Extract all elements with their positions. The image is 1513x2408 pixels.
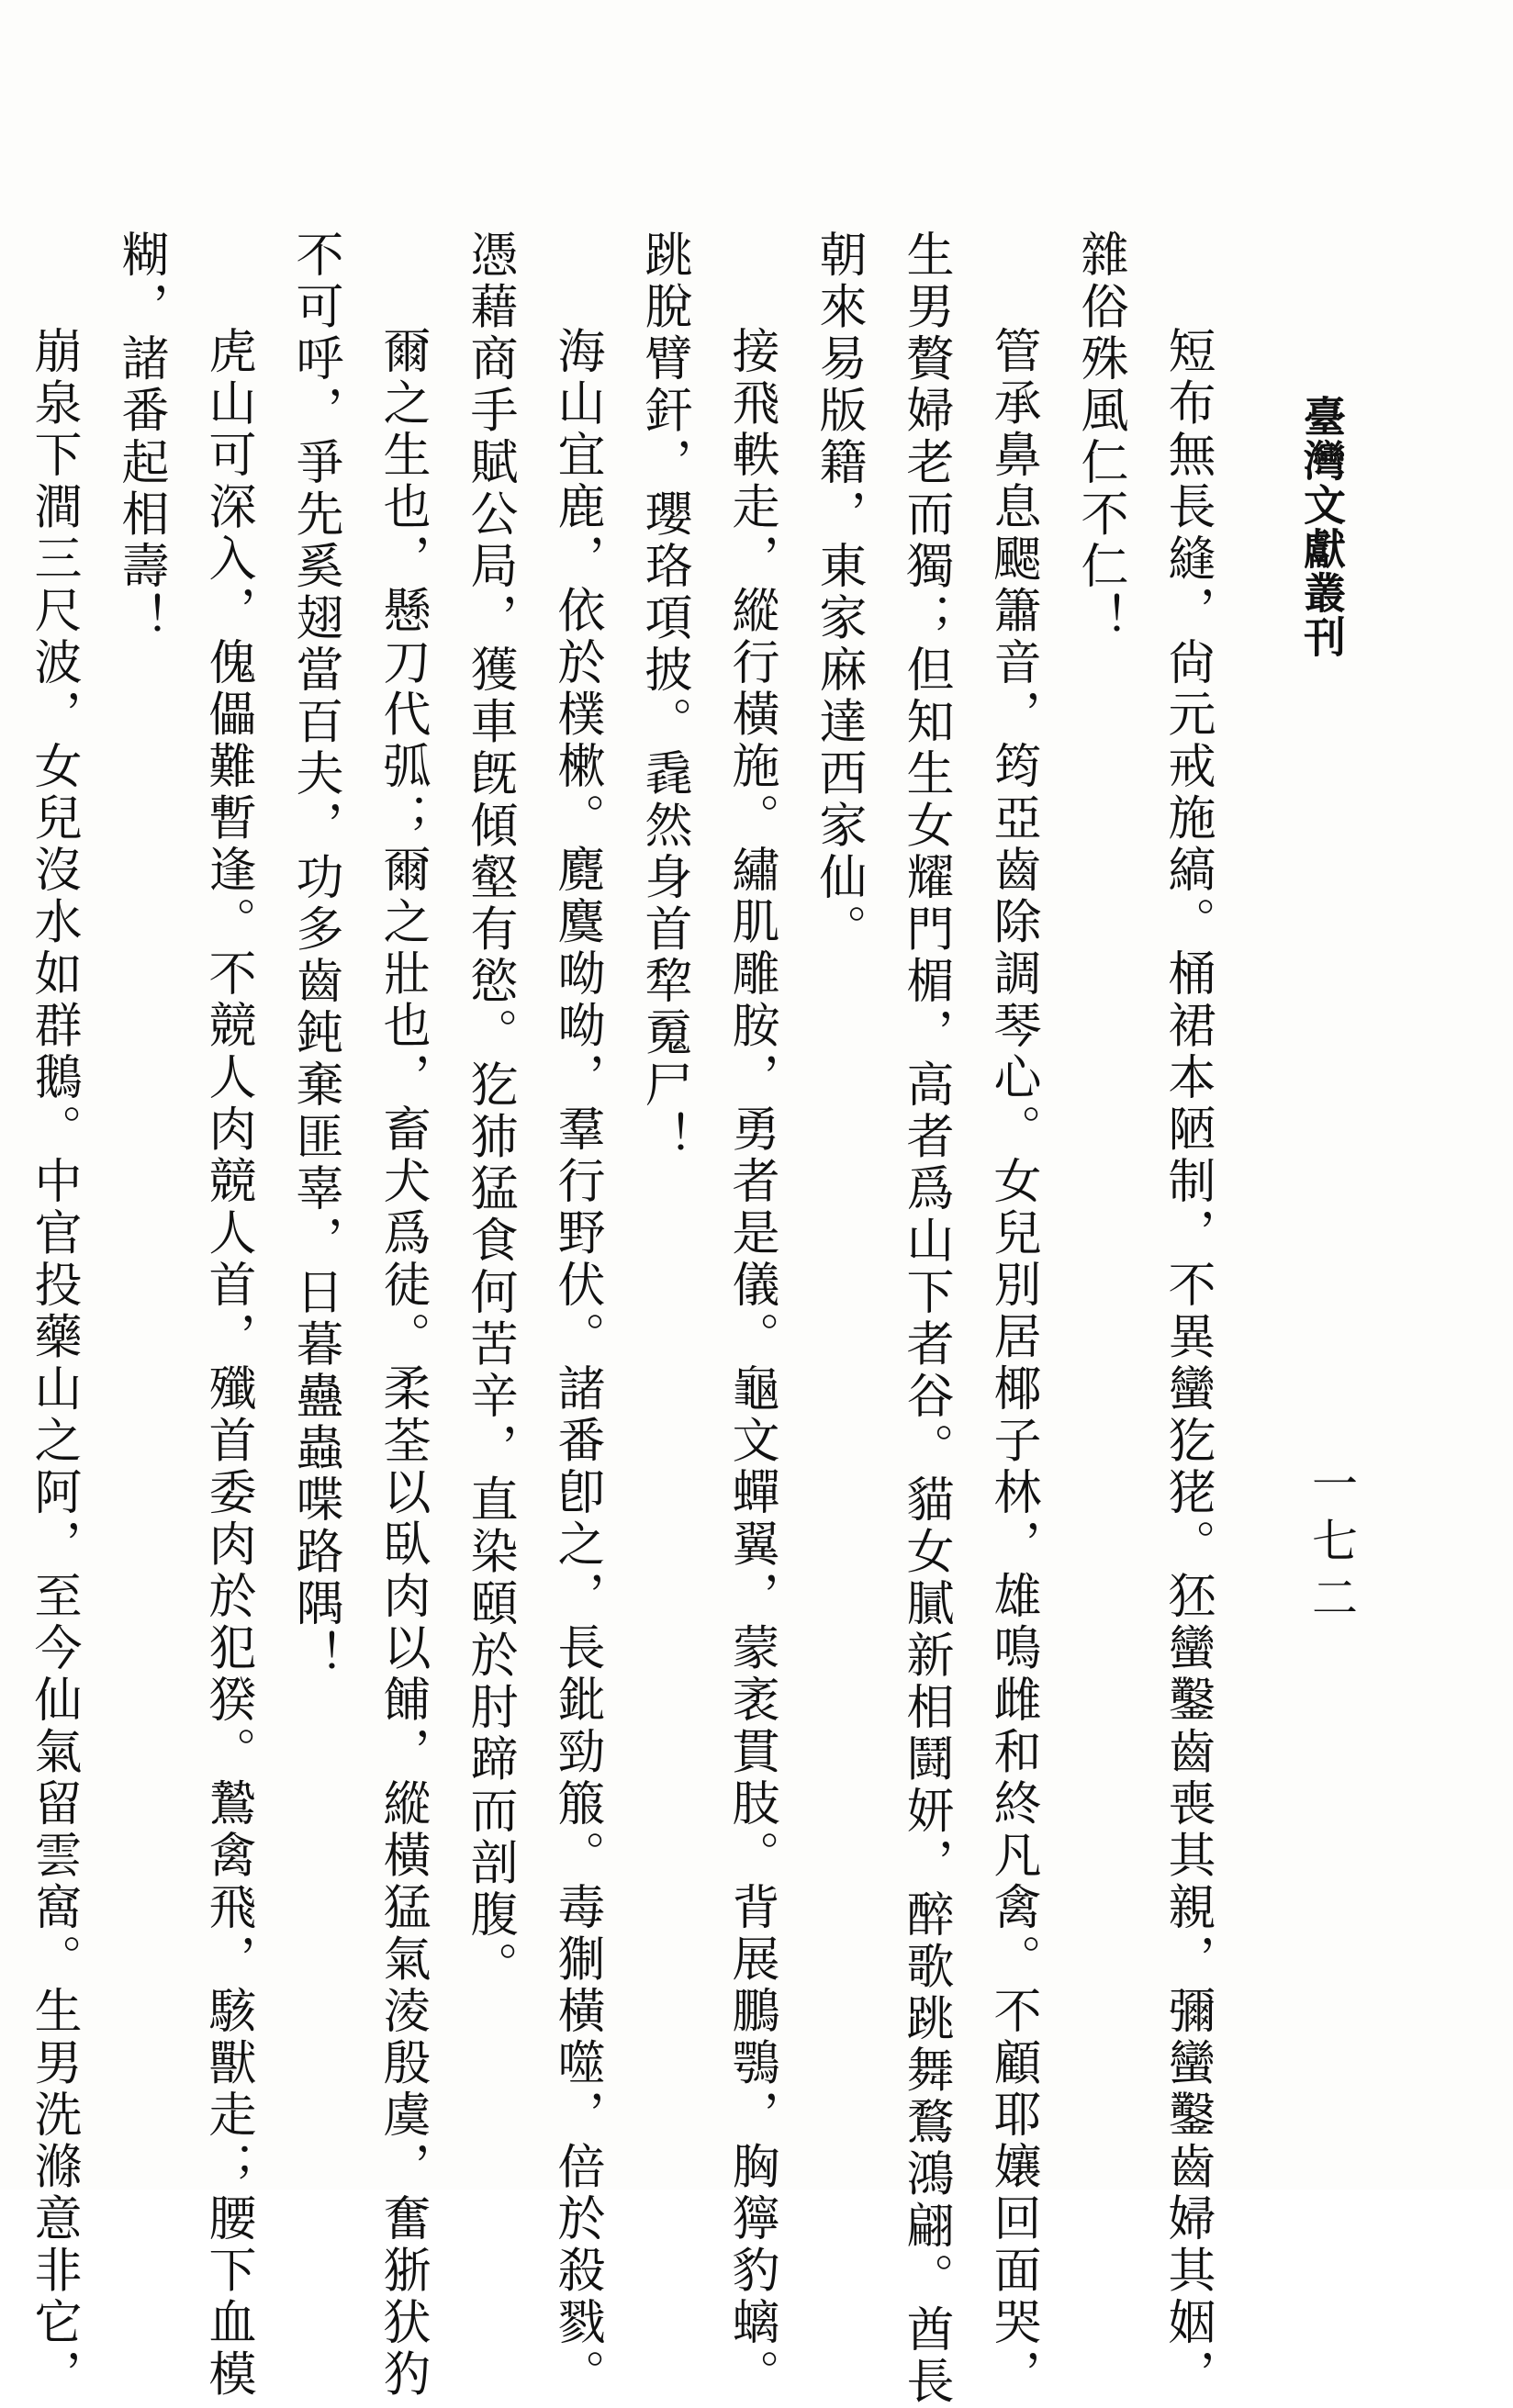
text-column — [0, 230, 9, 2121]
text-column: 生男贅婦老而獨；但知生女耀門楣，高者爲山下者谷。貓女膩新相鬪妍，醉歌跳舞鶩鴻翩。酋長 — [898, 230, 953, 2408]
text-column: 雜俗殊風仁不仁！ — [1072, 230, 1127, 644]
text-column: 管承鼻息颸簫音，筠亞齒除調琴心。女兒別居椰子林，雄鳴雌和終凡禽。不顧耶孃回面哭， — [985, 326, 1040, 2401]
text-column: 跳脫臂釬，瓔珞項披。毳然身首犂䰟尸！ — [636, 230, 691, 1163]
text-column: 不可呼，爭先奚翅當百夫，功多齒鈍棄匪辜，日暮蠱蟲喋路隅！ — [287, 230, 342, 1682]
running-head: 臺灣文獻叢刊 — [1297, 395, 1347, 659]
text-column: 糊，諸番起相壽！ — [113, 230, 168, 644]
text-column: 憑藉商手賦公局，獲車旣傾壑有慾。犵犻猛食何苦辛，直染頤於肘蹄而剖腹。 — [462, 230, 517, 1993]
text-column: 崩泉下澗三尺波，女兒沒水如群鵝。中官投藥山之阿，至今仙氣留雲窩。生男洗滌意非它， — [26, 326, 81, 2401]
text-column: 短布無長縫，尙元戒施縞。桶裙本陋制，不異蠻犵狫。狉蠻鑿齒喪其親，彌蠻鑿齒婦其姻， — [1160, 326, 1215, 2401]
text-column: 海山宜鹿，依於樸樕。麑麌呦呦，羣行野伏。諸番卽之，長鈚勁箙。毒猘橫噬，倍於殺戮。 — [549, 326, 604, 2401]
text-column: 爾之生也，懸刀代弧；爾之壯也，畜犬爲徒。柔荃以臥肉以餔，縱橫猛氣淩殷虞，奮狾犾犳 — [375, 326, 430, 2401]
text-column: 虎山可深入，傀儡難暫逢。不競人肉競人首，殲首委肉於犯猤。鷙禽飛，駭獸走；腰下血模 — [200, 326, 255, 2401]
text-column: 朝來易版籍，東家麻達西家仙。 — [811, 230, 866, 956]
page-number: 一七二 — [1305, 1460, 1358, 1630]
text-column: 接飛軼走，縱行橫施。繡肌雕胺，勇者是儀。龜文蟬翼，蒙袤貫肢。背展鵬鶚，胸獰豹螭。 — [723, 326, 779, 2401]
body-text — [26, 230, 1230, 2408]
